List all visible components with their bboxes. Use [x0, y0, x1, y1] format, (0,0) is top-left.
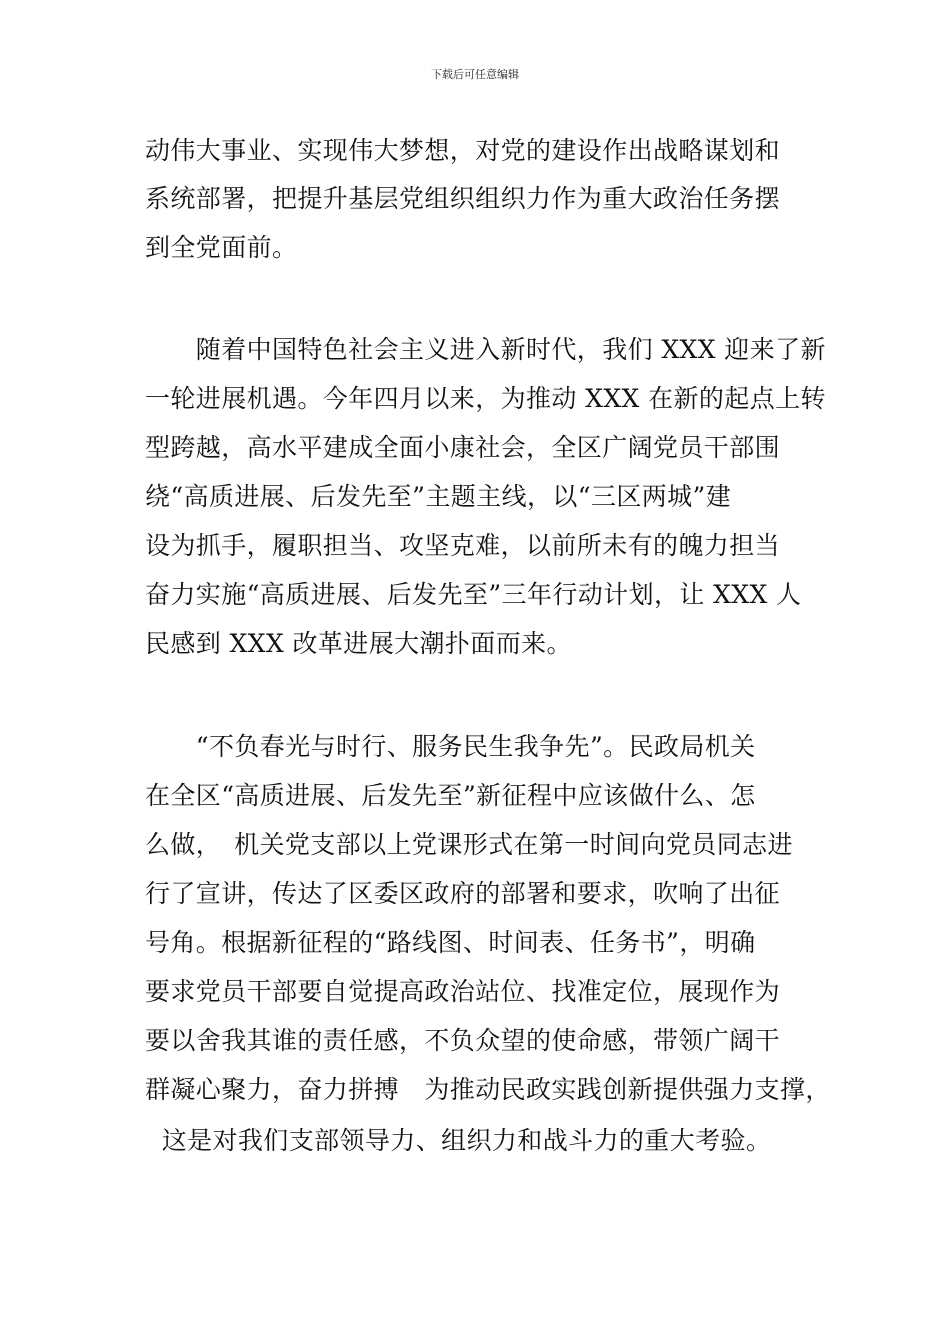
paragraph-2-line-7: 民感到 XXX 改革进展大潮扑面而来。: [145, 629, 572, 658]
paragraph-2-line-2: 一轮进展机遇。今年四月以来，为推动 XXX 在新的起点上转: [145, 384, 826, 413]
page-header: 下载后可任意编辑: [431, 68, 519, 81]
paragraph-2-line-5: 设为抓手，履职担当、攻坚克难，以前所未有的魄力担当: [145, 531, 781, 560]
paragraph-1-line-2: 系统部署，把提升基层党组织组织力作为重大政治任务摆: [145, 184, 781, 213]
paragraph-2-line-4: 绕“高质进展、后发先至”主题主线，以“三区两城”建: [145, 482, 732, 511]
paragraph-3-line-7: 要以舍我其谁的责任感，不负众望的使命感，带领广阔干: [145, 1026, 781, 1055]
paragraph-1-line-1: 动伟大事业、实现伟大梦想，对党的建设作出战略谋划和: [145, 136, 781, 165]
paragraph-3-line-2: 在全区“高质进展、后发先至”新征程中应该做什么、怎: [145, 781, 756, 810]
paragraph-3-line-9: 这是对我们支部领导力、组织力和战斗力的重大考验。: [145, 1126, 772, 1155]
paragraph-2-line-1: 随着中国特色社会主义进入新时代，我们 XXX 迎来了新: [145, 335, 826, 364]
paragraph-2-line-6: 奋力实施“高质进展、后发先至”三年行动计划，让 XXX 人: [145, 580, 802, 609]
paragraph-3-line-6: 要求党员干部要自觉提高政治站位、找准定位，展现作为: [145, 977, 781, 1006]
paragraph-3-line-3: 么做， 机关党支部以上党课形式在第一时间向党员同志进: [145, 830, 793, 859]
paragraph-2-line-3: 型跨越，高水平建成全面小康社会，全区广阔党员干部围: [145, 433, 781, 462]
paragraph-1-line-3: 到全党面前。: [145, 233, 298, 262]
paragraph-3-line-4: 行了宣讲，传达了区委区政府的部署和要求，吹响了出征: [145, 879, 781, 908]
paragraph-3-line-5: 号角。根据新征程的“路线图、时间表、任务书”，明确: [145, 928, 756, 957]
paragraph-3-line-1: “不负春光与时行、服务民生我争先”。民政局机关: [145, 732, 756, 761]
paragraph-3-line-8: 群凝心聚力，奋力拼搏 为推动民政实践创新提供强力支撑，: [145, 1075, 831, 1104]
